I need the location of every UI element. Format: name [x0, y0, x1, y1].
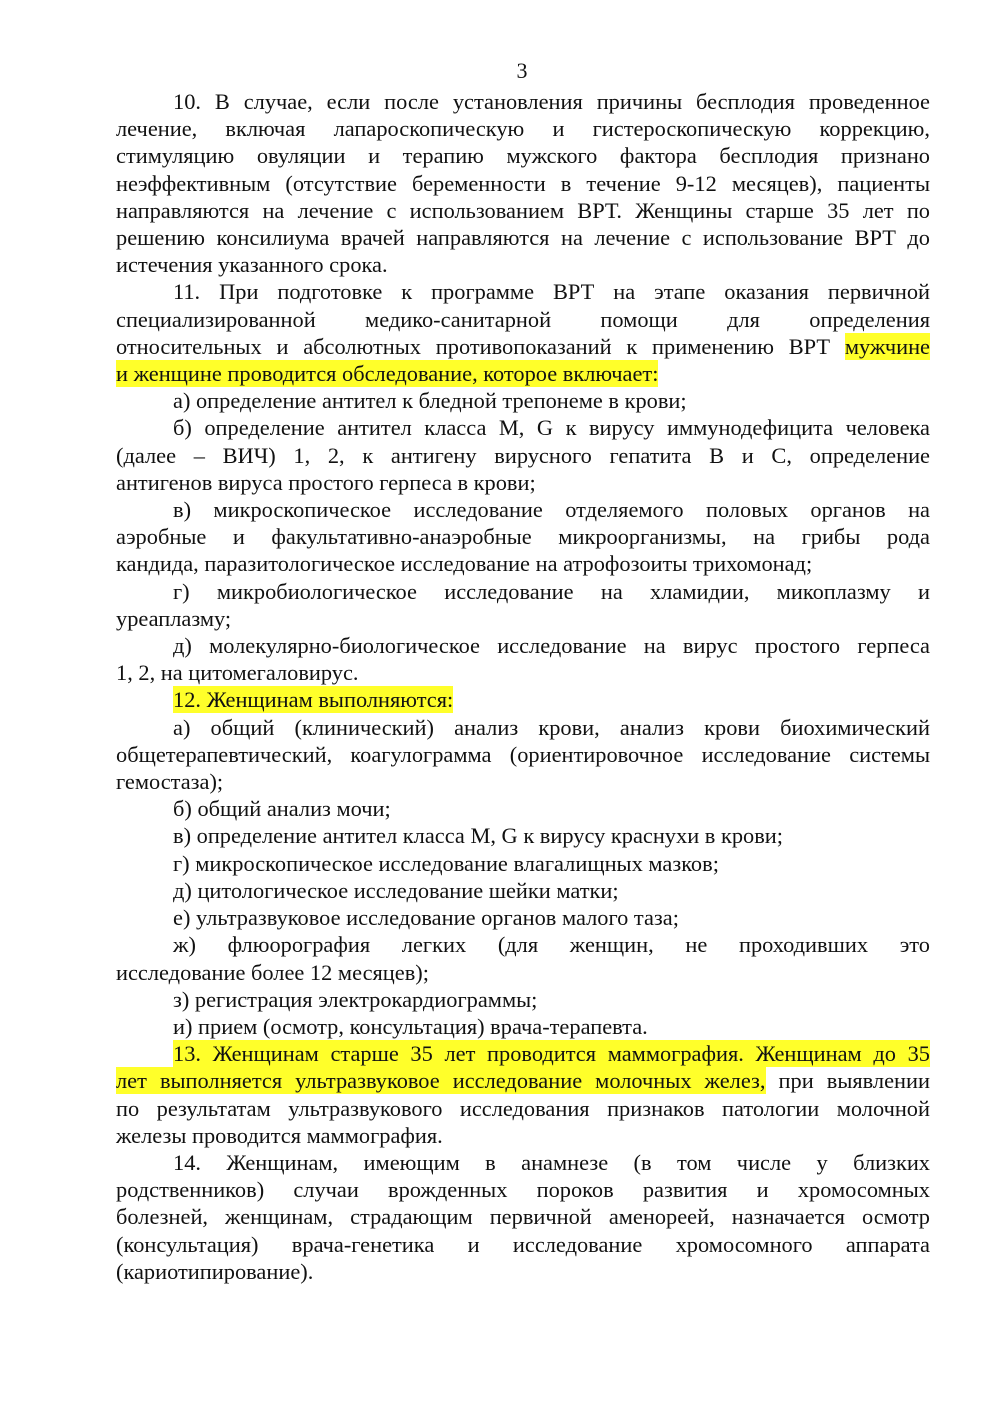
- text-line: ж) флюорография легких (для женщин, не проходивших это: [173, 932, 930, 958]
- text-line: лечение, включая лапароскопическую и гистероскопическую коррекцию,: [116, 116, 930, 142]
- text-line: неэффективным (отсутствие беременности в течение 9-12 месяцев), пациенты: [116, 170, 930, 196]
- highlighted-text: 12. Женщинам выполняются:: [173, 687, 454, 713]
- text-line: б) общий анализ мочи;: [173, 796, 391, 822]
- text-line: болезней, женщинам, страдающим первичной аменореей, назначается осмотр: [116, 1204, 930, 1230]
- text-line: [116, 686, 930, 713]
- text-line: д) молекулярно-биологическое исследование на вирус простого герпеса: [173, 633, 930, 659]
- text-line: [116, 360, 930, 387]
- text-line: стимуляцию овуляции и терапию мужского фактора бесплодия признано: [116, 143, 930, 169]
- text-line: е) ультразвуковое исследование органов малого таза;: [173, 905, 679, 931]
- text-line: по результатам ультразвукового исследования признаков патологии молочной: [116, 1095, 930, 1121]
- text-line: д) цитологическое исследование шейки матки;: [173, 877, 619, 903]
- text-line: антигенов вируса простого герпеса в крови;: [116, 469, 536, 495]
- text-line: специализированной медико-санитарной помощи для определения: [116, 306, 930, 332]
- text-line: истечения указанного срока.: [116, 252, 388, 278]
- text-line: гемостаза);: [116, 769, 224, 795]
- highlighted-text: лет выполняется ультразвуковое исследование молочных желез,: [116, 1068, 766, 1094]
- text-line: решению консилиума врачей направляются на лечение с использование ВРТ до: [116, 225, 930, 251]
- text-line: (кариотипирование).: [116, 1258, 314, 1284]
- text-line: в) определение антител класса M, G к вирусу краснухи в крови;: [173, 823, 783, 849]
- text-line: родственников) случаи врожденных пороков развития и хромосомных: [116, 1177, 930, 1203]
- document-body: [116, 88, 930, 1285]
- text-segment: при выявлении: [765, 1068, 930, 1094]
- text-line: в) микроскопическое исследование отделяемого половых органов на: [173, 497, 930, 523]
- text-line: и) прием (осмотр, консультация) врача-терапевта.: [173, 1013, 648, 1039]
- page-number: 3: [516, 58, 528, 83]
- text-line: а) определение антител к бледной трепонеме в крови;: [173, 388, 687, 414]
- text-line: общетерапевтический, коагулограмма (ориентировочное исследование системы: [116, 741, 930, 767]
- highlighted-text: мужчине: [844, 333, 930, 359]
- text-line: кандида, паразитологическое исследование на атрофозоиты трихомонад;: [116, 551, 813, 577]
- text-line: аэробные и факультативно-анаэробные микроорганизмы, на грибы рода: [116, 524, 930, 550]
- text-line: (далее – ВИЧ) 1, 2, к антигену вирусного гепатита В и С, определение: [116, 442, 930, 468]
- text-line: а) общий (клинический) анализ крови, анализ крови биохимический: [173, 714, 930, 740]
- text-line: (консультация) врача-генетика и исследование хромосомного аппарата: [116, 1231, 930, 1257]
- text-line: [116, 333, 930, 360]
- text-line: уреаплазму;: [116, 605, 232, 631]
- text-line: б) определение антител класса M, G к вирусу иммунодефицита человека: [173, 415, 930, 441]
- text-line: г) микроскопическое исследование влагалищных мазков;: [173, 850, 719, 876]
- highlighted-text: и женщине проводится обследование, которое включает:: [116, 361, 659, 387]
- text-line: исследование более 12 месяцев);: [116, 959, 429, 985]
- text-line: [116, 1040, 930, 1067]
- text-line: железы проводится маммография.: [116, 1122, 443, 1148]
- text-line: 1, 2, на цитомегаловирус.: [116, 660, 359, 686]
- text-line: направляются на лечение с использованием ВРТ. Женщины старше 35 лет по: [116, 197, 930, 223]
- text-line: [116, 1067, 930, 1094]
- text-line: 11. При подготовке к программе ВРТ на этапе оказания первичной: [173, 279, 930, 305]
- text-line: 10. В случае, если после установления причины бесплодия проведенное: [173, 89, 930, 114]
- highlighted-text: 13. Женщинам старше 35 лет проводится маммография. Женщинам до 35: [173, 1041, 930, 1067]
- text-line: 14. Женщинам, имеющим в анамнезе (в том числе у близких: [173, 1149, 930, 1175]
- text-segment: относительных и абсолютных противопоказаний к применению ВРТ: [116, 333, 845, 359]
- text-line: з) регистрация электрокардиограммы;: [173, 986, 538, 1012]
- text-line: г) микробиологическое исследование на хламидии, микоплазму и: [173, 578, 930, 604]
